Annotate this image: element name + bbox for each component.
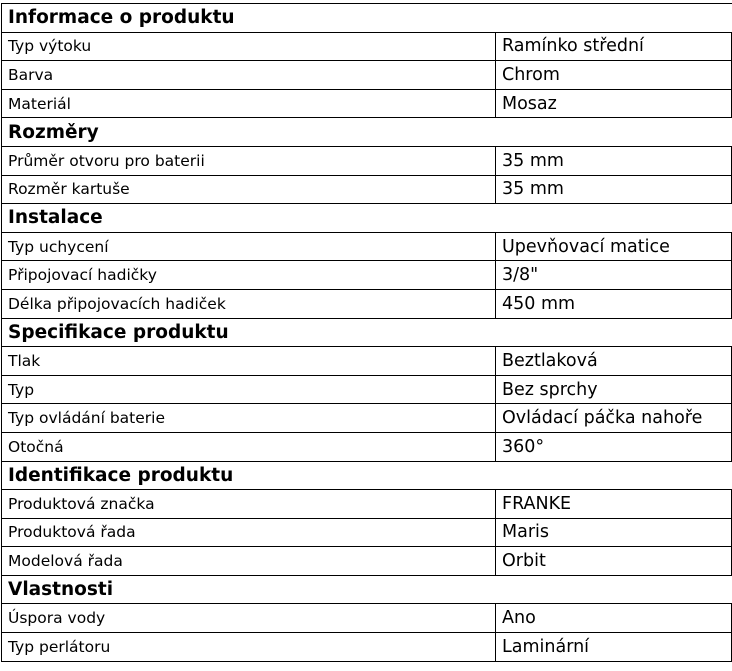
section-header-blank-cell (496, 118, 732, 147)
section-title: Specifikace produktu (2, 318, 496, 347)
table-row (2, 89, 732, 118)
table-row (2, 547, 732, 576)
table-row (2, 375, 732, 404)
spec-label: Průměr otvoru pro baterii (2, 146, 496, 175)
spec-label: Typ perlátoru (2, 633, 496, 662)
spec-value: Beztlaková (496, 347, 732, 376)
spec-value: Ovládací páčka nahoře (496, 404, 732, 433)
table-row (2, 404, 732, 433)
spec-label: Délka připojovacích hadiček (2, 289, 496, 318)
section-title: Identifikace produktu (2, 461, 496, 490)
spec-value: Ano (496, 604, 732, 633)
spec-label: Otočná (2, 432, 496, 461)
section-header-row (2, 461, 732, 490)
spec-label: Typ ovládání baterie (2, 404, 496, 433)
spec-label: Barva (2, 61, 496, 90)
table-row (2, 32, 732, 61)
spec-label: Materiál (2, 89, 496, 118)
spec-label: Tlak (2, 347, 496, 376)
table-row (2, 146, 732, 175)
spec-value: FRANKE (496, 490, 732, 519)
table-row (2, 61, 732, 90)
spec-label: Typ výtoku (2, 32, 496, 61)
section-header-row (2, 4, 732, 33)
section-title: Rozměry (2, 118, 496, 147)
table-row (2, 633, 732, 662)
section-header-row (2, 204, 732, 233)
spec-value: 450 mm (496, 289, 732, 318)
spec-value: Mosaz (496, 89, 732, 118)
spec-label: Produktová značka (2, 490, 496, 519)
spec-value: Chrom (496, 61, 732, 90)
table-row (2, 232, 732, 261)
table-row (2, 289, 732, 318)
section-header-row (2, 118, 732, 147)
spec-label: Připojovací hadičky (2, 261, 496, 290)
table-row (2, 175, 732, 204)
section-header-row (2, 575, 732, 604)
spec-label: Produktová řada (2, 518, 496, 547)
spec-value: 3/8" (496, 261, 732, 290)
spec-value: 360° (496, 432, 732, 461)
spec-value: 35 mm (496, 146, 732, 175)
section-header-row (2, 318, 732, 347)
table-row (2, 347, 732, 376)
spec-value: 35 mm (496, 175, 732, 204)
spec-label: Modelová řada (2, 547, 496, 576)
section-header-blank-cell (496, 204, 732, 233)
section-header-blank-cell (496, 318, 732, 347)
table-row (2, 604, 732, 633)
section-title: Vlastnosti (2, 575, 496, 604)
spec-table-body (2, 4, 732, 662)
spec-value: Ramínko střední (496, 32, 732, 61)
section-header-blank-cell (496, 461, 732, 490)
product-spec-table (1, 3, 732, 662)
section-title: Informace o produktu (2, 4, 496, 33)
spec-value: Laminární (496, 633, 732, 662)
table-row (2, 261, 732, 290)
table-row (2, 432, 732, 461)
spec-value: Orbit (496, 547, 732, 576)
section-header-blank-cell (496, 4, 732, 33)
spec-label: Rozměr kartuše (2, 175, 496, 204)
table-row (2, 490, 732, 519)
section-header-blank-cell (496, 575, 732, 604)
spec-value: Bez sprchy (496, 375, 732, 404)
spec-label: Úspora vody (2, 604, 496, 633)
section-title: Instalace (2, 204, 496, 233)
table-row (2, 518, 732, 547)
spec-value: Upevňovací matice (496, 232, 732, 261)
spec-value: Maris (496, 518, 732, 547)
spec-label: Typ (2, 375, 496, 404)
spec-label: Typ uchycení (2, 232, 496, 261)
